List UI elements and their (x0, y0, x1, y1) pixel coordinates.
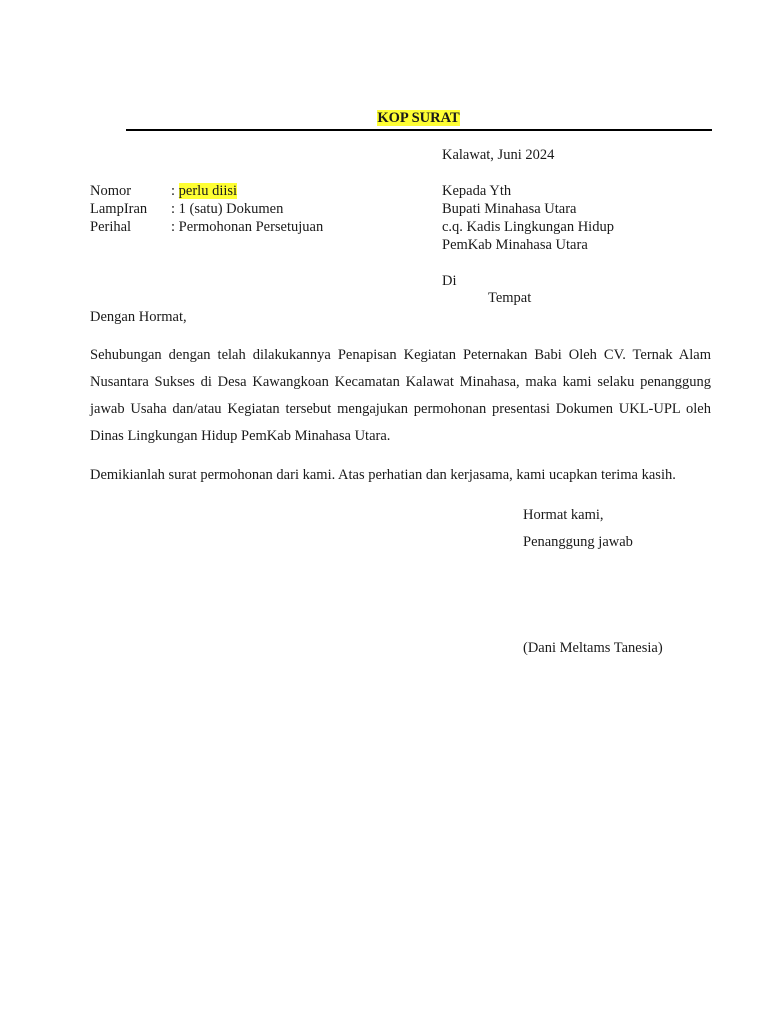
recipient-tempat: Tempat (488, 290, 532, 306)
body-paragraph-2: Demikianlah surat permohonan dari kami. Atas perhatian dan kerjasama, kami ucapkan terima kasih. (90, 467, 676, 483)
recipient-line-3: c.q. Kadis Lingkungan Hidup (442, 219, 614, 235)
lampiran-label: LampIran (90, 201, 148, 217)
nomor-label: Nomor (90, 183, 132, 199)
recipient-di: Di (442, 273, 457, 289)
recipient-line-1: Kepada Yth (442, 183, 512, 199)
recipient-line-4: PemKab Minahasa Utara (442, 237, 588, 253)
letterhead-title-text: KOP SURAT (377, 110, 460, 126)
letterhead-title (126, 110, 711, 127)
place-date: Kalawat, Juni 2024 (442, 147, 555, 163)
signer-name: (Dani Meltams Tanesia) (523, 640, 663, 656)
lampiran-value: : 1 (satu) Dokumen (171, 201, 284, 217)
closing-role: Penanggung jawab (523, 534, 633, 550)
recipient-line-2: Bupati Minahasa Utara (442, 201, 577, 217)
greeting: Dengan Hormat, (90, 309, 187, 325)
perihal-value: : Permohonan Persetujuan (171, 219, 324, 235)
nomor-colon: : (171, 183, 179, 199)
nomor-value (171, 183, 237, 200)
perihal-label: Perihal (90, 219, 132, 235)
body-paragraph-1: Sehubungan dengan telah dilakukannya Penapisan Kegiatan Peternakan Babi Oleh CV. Ternak Alam Nusantara Sukses di Desa Kawangkoan Kecamatan Kalawat Minahasa, maka kami selaku penanggung jawab Usaha dan/atau Kegiatan tersebut mengajukan permohonan presentasi Dokumen UKL-UPL oleh Dinas Lingkungan Hidup PemKab Minahasa Utara. (90, 347, 711, 444)
letterhead-divider (126, 129, 712, 131)
closing-salutation: Hormat kami, (523, 507, 604, 523)
nomor-placeholder: perlu diisi (178, 183, 238, 199)
